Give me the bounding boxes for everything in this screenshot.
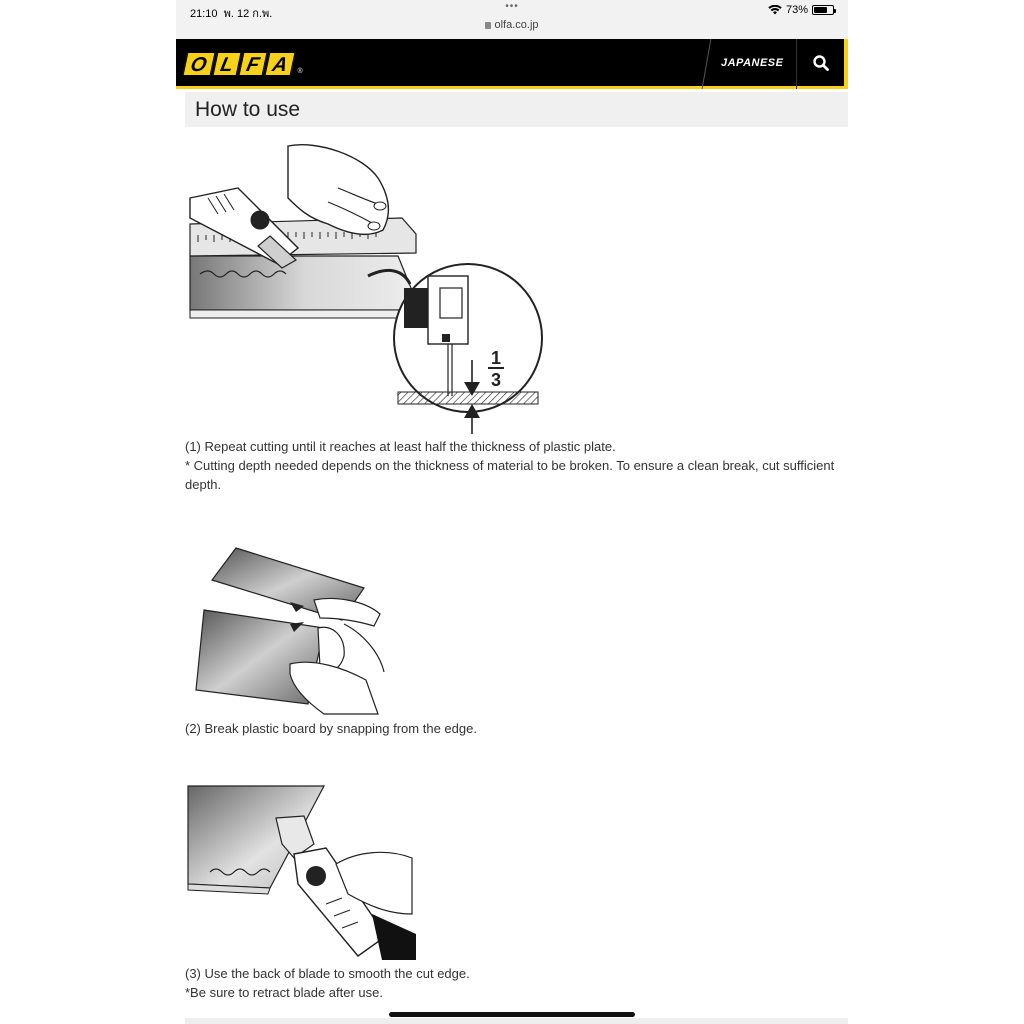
step-3-line-1: (3) Use the back of blade to smooth the cut edge. — [185, 966, 470, 981]
olfa-logo[interactable] — [185, 51, 303, 77]
logo-letter: A — [264, 52, 296, 76]
status-time: 21:10 พ. 12 ก.พ. — [190, 8, 273, 20]
logo-letter: O — [182, 52, 215, 76]
section-heading — [185, 92, 848, 127]
tab-dots[interactable]: ••• — [505, 1, 519, 12]
address-bar[interactable] — [176, 19, 848, 31]
status-bar — [176, 0, 848, 39]
step-1-note: * Cutting depth needed depends on the thickness of material to be broken. To ensure a clean break, cut sufficient depth. — [185, 458, 835, 492]
illustration-smoothing — [186, 784, 418, 960]
section-title: How to use — [195, 98, 301, 121]
site-header — [176, 39, 848, 89]
search-button[interactable] — [796, 39, 844, 89]
registered-mark: ® — [297, 67, 303, 75]
step-2-line-1: (2) Break plastic board by snapping from the edge. — [185, 721, 477, 736]
home-indicator[interactable] — [389, 1012, 635, 1017]
step-2-text — [185, 719, 848, 738]
illustration-cutting — [188, 138, 558, 436]
step-1-text — [185, 437, 848, 494]
battery-icon — [812, 5, 834, 15]
url-text: olfa.co.jp — [494, 19, 539, 31]
logo-letter: L — [212, 52, 241, 76]
step-1-line-1: (1) Repeat cutting until it reaches at least half the thickness of plastic plate. — [185, 439, 616, 454]
illustration-snapping — [194, 544, 394, 716]
logo-letter: F — [238, 52, 267, 76]
lock-icon — [485, 22, 491, 29]
fraction-denominator: 3 — [490, 370, 502, 390]
fraction-numerator: 1 — [490, 348, 502, 368]
status-date: พ. 12 ก.พ. — [223, 8, 273, 20]
step-3-text — [185, 964, 848, 1002]
browser-frame — [176, 0, 848, 1024]
header-divider — [702, 39, 712, 89]
wifi-icon — [768, 5, 782, 15]
search-icon — [813, 55, 829, 71]
bottom-strip — [185, 1018, 848, 1024]
language-link[interactable]: JAPANESE — [721, 57, 784, 69]
battery-percent: 73% — [785, 4, 808, 16]
status-right — [768, 4, 834, 16]
step-3-note: *Be sure to retract blade after use. — [185, 985, 383, 1000]
